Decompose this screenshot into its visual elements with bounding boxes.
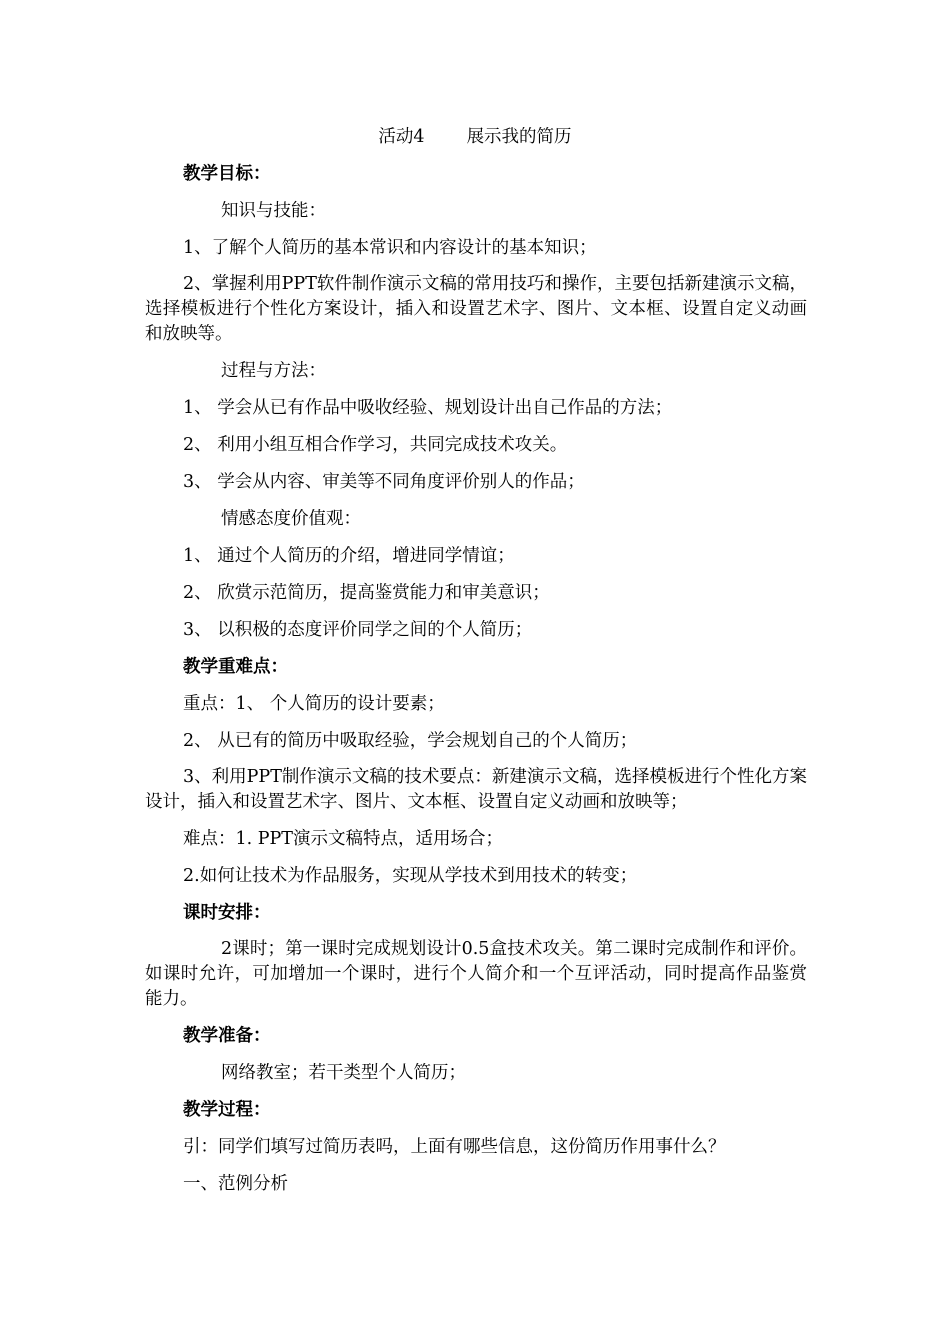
knowledge-item-2: 2、掌握利用PPT软件制作演示文稿的常用技巧和操作，主要包括新建演示文稿，选择模板进行个性化方案设计，插入和设置艺术字、图片、文本框、设置自定义动画和放映等。 <box>145 274 807 344</box>
keypoint-3: 3、利用PPT制作演示文稿的技术要点：新建演示文稿，选择模板进行个性化方案设计，插入和设置艺术字、图片、文本框、设置自定义动画和放映等； <box>145 767 807 812</box>
process-item-3: 3、 学会从内容、审美等不同角度评价别人的作品； <box>183 472 585 492</box>
process-item-2: 2、 利用小组互相合作学习，共同完成技术攻关。 <box>183 435 568 455</box>
keypoints-heading: 教学重难点： <box>183 657 288 677</box>
procedure-step-1: 一、范例分析 <box>183 1174 288 1194</box>
procedure-intro: 引：同学们填写过简历表吗，上面有哪些信息，这份简历作用事什么？ <box>183 1137 726 1157</box>
keypoint-4: 难点：1. PPT演示文稿特点，适用场合； <box>183 829 503 849</box>
objectives-heading: 教学目标： <box>183 164 271 184</box>
knowledge-item-1: 1、了解个人简历的基本常识和内容设计的基本知识； <box>183 238 597 258</box>
title-prefix: 活动4 <box>378 127 425 147</box>
knowledge-heading: 知识与技能： <box>221 201 326 221</box>
title-main: 展示我的简历 <box>466 127 572 147</box>
keypoint-2: 2、 从已有的简历中吸取经验，学会规划自己的个人简历； <box>183 731 638 751</box>
emotion-item-2: 2、 欣赏示范简历，提高鉴赏能力和审美意识； <box>183 583 550 603</box>
emotion-item-1: 1、 通过个人简历的介绍，增进同学情谊； <box>183 546 515 566</box>
document-title <box>0 125 950 149</box>
schedule-heading: 课时安排： <box>183 903 271 923</box>
schedule-text: 2课时；第一课时完成规划设计0.5盒技术攻关。第二课时完成制作和评价。如课时允许，可加增加一个课时，进行个人简介和一个互评活动，同时提高作品鉴赏能力。 <box>145 939 807 1009</box>
emotion-item-3: 3、 以积极的态度评价同学之间的个人简历； <box>183 620 533 640</box>
emotion-heading: 情感态度价值观： <box>221 509 361 529</box>
procedure-heading: 教学过程： <box>183 1100 271 1120</box>
keypoint-1: 重点：1、 个人简历的设计要素； <box>183 694 445 714</box>
keypoint-5: 2.如何让技术为作品服务，实现从学技术到用技术的转变； <box>183 866 638 886</box>
prep-heading: 教学准备： <box>183 1026 271 1046</box>
prep-text: 网络教室；若干类型个人简历； <box>221 1063 466 1083</box>
process-heading: 过程与方法： <box>221 361 326 381</box>
process-item-1: 1、 学会从已有作品中吸收经验、规划设计出自己作品的方法； <box>183 398 673 418</box>
